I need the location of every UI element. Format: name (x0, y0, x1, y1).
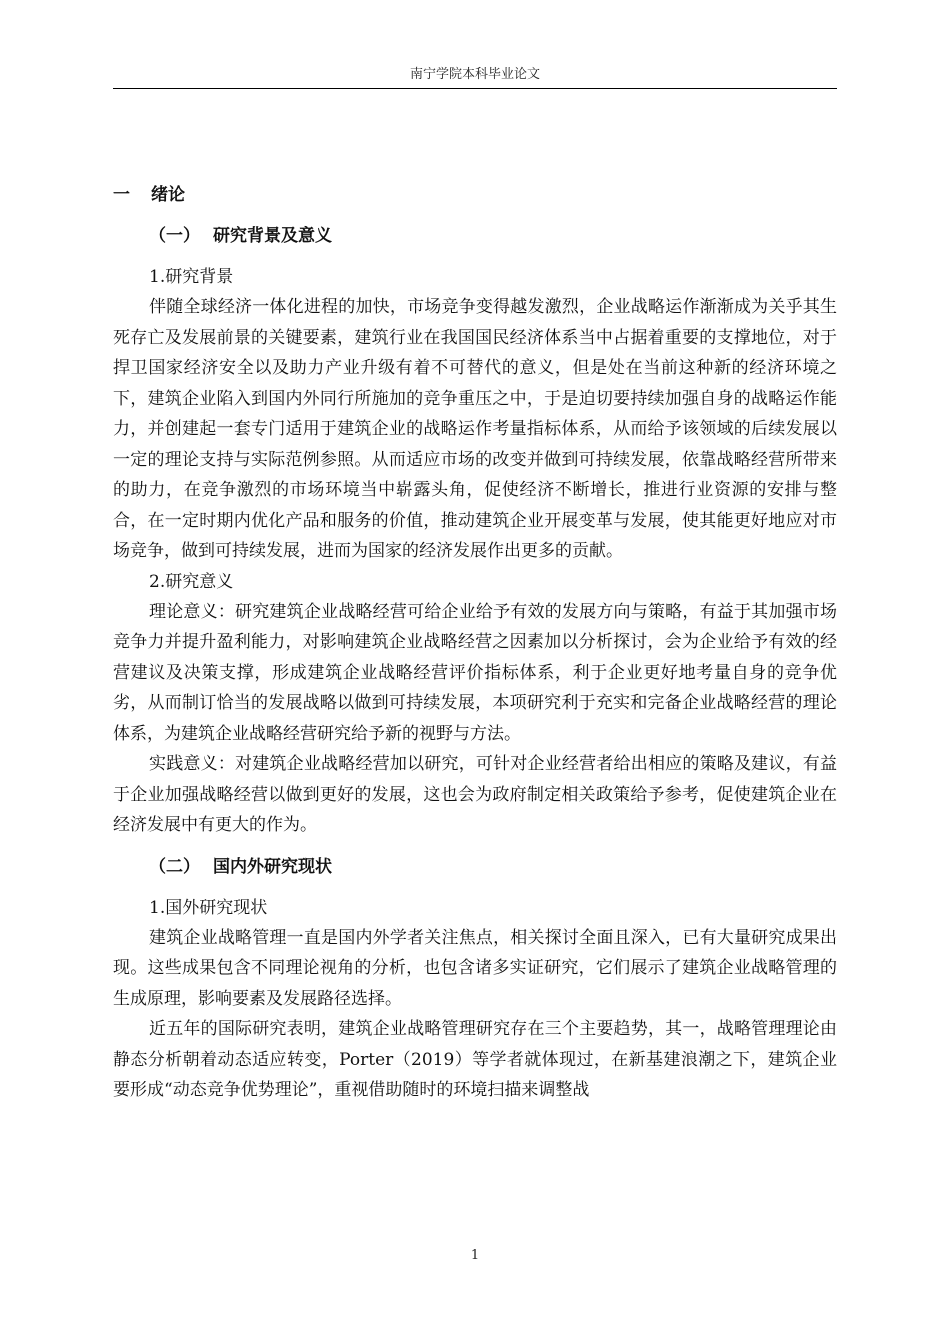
section-heading (149, 221, 837, 251)
chapter-number: 一 (113, 185, 130, 205)
page-number: 1 (470, 1248, 480, 1263)
chapter-title: 绪论 (151, 185, 185, 205)
section-number: （一） (149, 226, 200, 246)
subsection-heading: 1.研究背景 (149, 267, 234, 287)
body-paragraph: 伴随全球经济一体化进程的加快，市场竞争变得越发激烈，企业战略运作渐渐成为关乎其生死存亡及发展前景的关键要素，建筑行业在我国国民经济体系当中占据着重要的支撑地位，对于捍卫国家经济安全以及助力产业升级有着不可替代的意义，但是处在当前这种新的经济环境之下，建筑企业陷入到国内外同行所施加的竞争重压之中，于是迫切要持续加强自身的战略运作能力，并创建起一套专门适用于建筑企业的战略运作考量指标体系，从而给予该领域的后续发展以一定的理论支持与实际范例参照。从而适应市场的改变并做到可持续发展，依靠战略经营所带来的助力，在竞争激烈的市场环境当中崭露头角，促使经济不断增长，推进行业资源的安排与整合，在一定时期内优化产品和服务的价值，推动建筑企业开展变革与发展，使其能更好地应对市场竞争，做到可持续发展，进而为国家的经济发展作出更多的贡献。 (113, 297, 837, 561)
subsection-heading: 2.研究意义 (149, 571, 234, 592)
subsection-heading: 1.国外研究现状 (149, 897, 268, 918)
section-heading (149, 852, 837, 882)
chapter-heading (113, 180, 837, 210)
body-paragraph: 建筑企业战略管理一直是国内外学者关注焦点，相关探讨全面且深入，已有大量研究成果出现。这些成果包含不同理论视角的分析，也包含诸多实证研究，它们展示了建筑企业战略管理的生成原理，影响要素及发展路径选择。 (113, 927, 837, 1009)
body-content (113, 180, 837, 1106)
header-rule (113, 88, 837, 89)
running-header: 南宁学院本科毕业论文 (409, 67, 540, 82)
section-title: 国内外研究现状 (213, 856, 332, 877)
section-title: 研究背景及意义 (213, 226, 332, 246)
body-paragraph: 实践意义：对建筑企业战略经营加以研究，可针对企业经营者给出相应的策略及建议，有益于企业加强战略经营以做到更好的发展，这也会为政府制定相关政策给予参考，促使建筑企业在经济发展中有更大的作为。 (113, 754, 837, 835)
section-number: （二） (149, 856, 200, 877)
body-paragraph: 理论意义：研究建筑企业战略经营可给企业给予有效的发展方向与策略，有益于其加强市场竞争力并提升盈利能力，对影响建筑企业战略经营之因素加以分析探讨，会为企业给予有效的经营建议及决策支撑，形成建筑企业战略经营评价指标体系，利于企业更好地考量自身的竞争优劣，从而制订恰当的发展战略以做到可持续发展，本项研究利于充实和完备企业战略经营的理论体系，为建筑企业战略经营研究给予新的视野与方法。 (113, 601, 837, 744)
body-paragraph: 近五年的国际研究表明，建筑企业战略管理研究存在三个主要趋势，其一，战略管理理论由静态分析朝着动态适应转变，Porter（2019）等学者就体现过，在新基建浪潮之下，建筑企业要形成“动态竞争优势理论”，重视借助随时的环境扫描来调整战 (113, 1019, 837, 1100)
